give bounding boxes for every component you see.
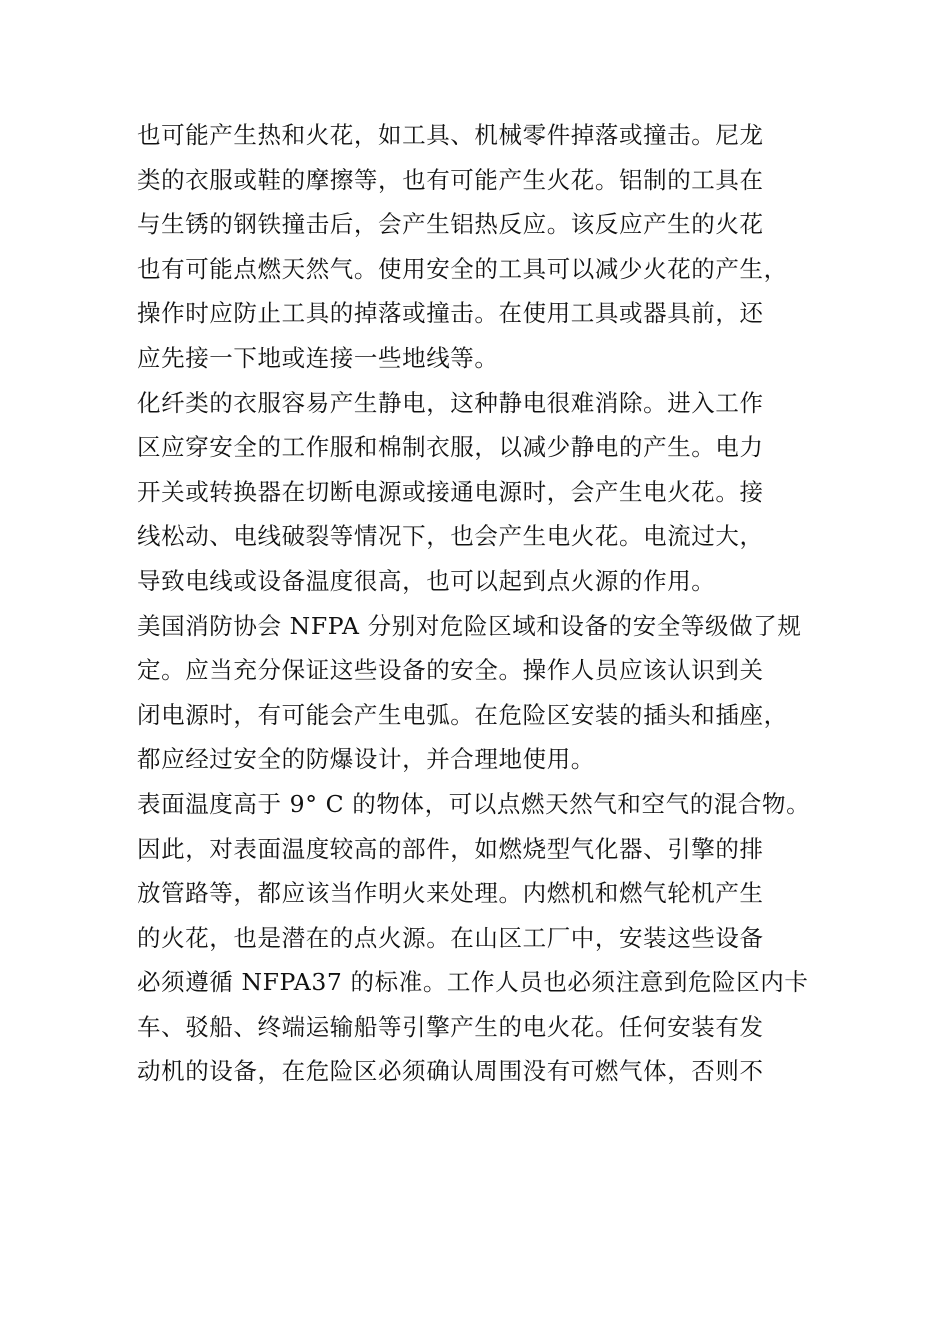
text-line: 也有可能点燃天然气。使用安全的工具可以减少火花的产生， (137, 254, 788, 283)
text-line: 都应经过安全的防爆设计，并合理地使用。 (137, 745, 595, 774)
text-line: 因此，对表面温度较高的部件，如燃烧型气化器、引擎的排 (137, 834, 764, 863)
text-line: 线松动、电线破裂等情况下，也会产生电火花。电流过大， (137, 522, 764, 551)
body-text (137, 113, 837, 1094)
text-line: 开关或转换器在切断电源或接通电源时，会产生电火花。接 (137, 477, 764, 506)
text-line: 动机的设备，在危险区必须确认周围没有可燃气体，否则不 (137, 1057, 764, 1086)
text-line: 车、驳船、终端运输船等引擎产生的电火花。任何安装有发 (137, 1012, 764, 1041)
text-line: 美国消防协会 NFPA 分别对危险区域和设备的安全等级做了规 (137, 611, 802, 640)
text-line: 放管路等，都应该当作明火来处理。内燃机和燃气轮机产生 (137, 879, 764, 908)
text-line: 化纤类的衣服容易产生静电，这种静电很难消除。进入工作 (137, 388, 764, 417)
text-line: 闭电源时，有可能会产生电弧。在危险区安装的插头和插座， (137, 700, 788, 729)
text-line: 区应穿安全的工作服和棉制衣服，以减少静电的产生。电力 (137, 433, 764, 462)
text-line: 定。应当充分保证这些设备的安全。操作人员应该认识到关 (137, 656, 764, 685)
text-line: 也可能产生热和火花，如工具、机械零件掉落或撞击。尼龙 (137, 121, 764, 149)
text-line: 必须遵循 NFPA37 的标准。工作人员也必须注意到危险区内卡 (137, 968, 809, 997)
text-line: 表面温度高于 9° C 的物体，可以点燃天然气和空气的混合物。 (137, 789, 811, 818)
text-line: 操作时应防止工具的掉落或撞击。在使用工具或器具前，还 (137, 299, 764, 328)
text-line: 的火花，也是潜在的点火源。在山区工厂中，安装这些设备 (137, 923, 764, 952)
text-line: 应先接一下地或连接一些地线等。 (137, 343, 499, 372)
text-line: 类的衣服或鞋的摩擦等，也有可能产生火花。铝制的工具在 (137, 165, 764, 194)
text-line: 与生锈的钢铁撞击后，会产生铝热反应。该反应产生的火花 (137, 210, 764, 239)
text-line: 导致电线或设备温度很高，也可以起到点火源的作用。 (137, 566, 716, 595)
